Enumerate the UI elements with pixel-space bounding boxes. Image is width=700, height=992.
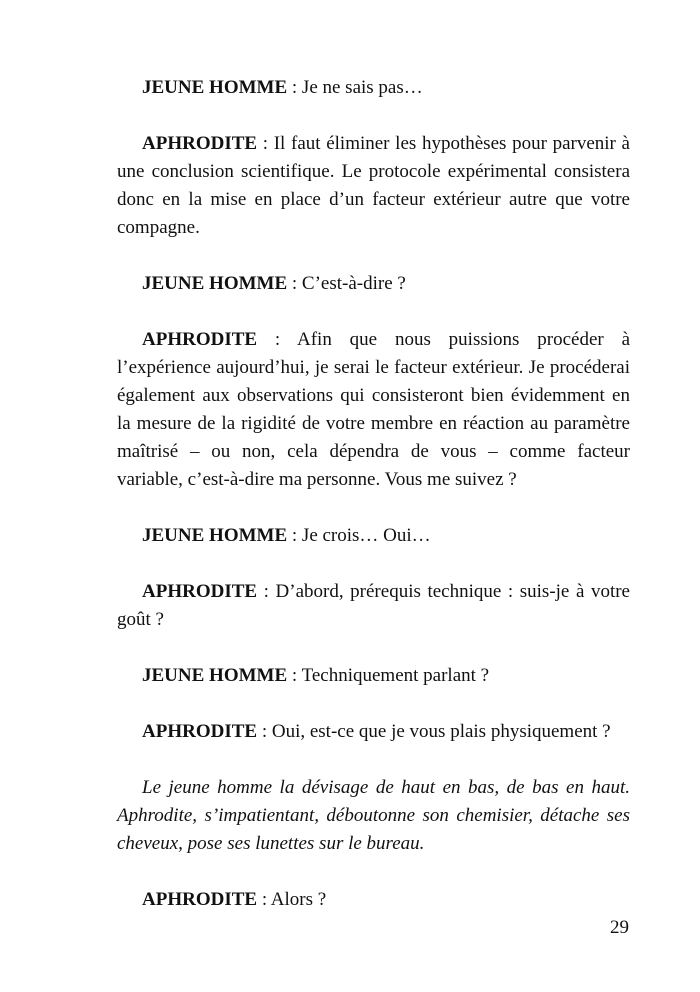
speaker-name: APHRODITE [142,889,258,910]
dialogue-text: : D’abord, prérequis technique : suis-je à votre goût ? [117,581,630,630]
page-body [117,74,630,942]
speaker-name: JEUNE HOMME [142,525,288,546]
dialogue-text: : Oui, est-ce que je vous plais physiquement ? [257,721,611,742]
speaker-name: JEUNE HOMME [142,665,288,686]
dialogue-text: : Je ne sais pas… [287,77,423,98]
dialogue-line-4 [117,326,630,494]
dialogue-text: : Il faut éliminer les hypothèses pour parvenir à une conclusion scientifique. Le protocole expérimental consistera donc en la mise en place d’un facteur extérieur autre que votre compagne. [117,133,630,238]
dialogue-text: : C’est-à-dire ? [287,273,406,294]
dialogue-line-8 [117,718,630,746]
dialogue-line-6 [117,578,630,634]
dialogue-line-7 [117,662,630,690]
speaker-name: APHRODITE [142,329,258,350]
speaker-name: JEUNE HOMME [142,273,288,294]
dialogue-line-5 [117,522,630,550]
speaker-name: APHRODITE [142,581,258,602]
final-dialogue-line [117,886,630,914]
dialogue-line-3 [117,270,630,298]
speaker-name: JEUNE HOMME [142,77,288,98]
page-number: 29 [610,917,629,938]
speaker-name: APHRODITE [142,133,258,154]
dialogue-text: : Alors ? [257,889,327,910]
dialogue-text: : Techniquement parlant ? [287,665,490,686]
speaker-name: APHRODITE [142,721,258,742]
dialogue-text: : Afin que nous puissions procéder à l’expérience aujourd’hui, je serai le facteur extérieur. Je procéderai également aux observations qui consisteront bien évidemment en la mesure de la rigidité de votre membre en réaction au paramètre maîtrisé – ou non, cela dépendra de vous – comme facteur variable, c’est-à-dire ma personne. Vous me suivez ? [117,329,630,490]
dialogue-line-1 [117,74,630,102]
stage-direction: Le jeune homme la dévisage de haut en bas, de bas en haut. Aphrodite, s’impatientant, déboutonne son chemisier, détache ses cheveux, pose ses lunettes sur le bureau. [117,777,630,854]
dialogue-text: : Je crois… Oui… [287,525,431,546]
dialogue-line-2 [117,130,630,242]
